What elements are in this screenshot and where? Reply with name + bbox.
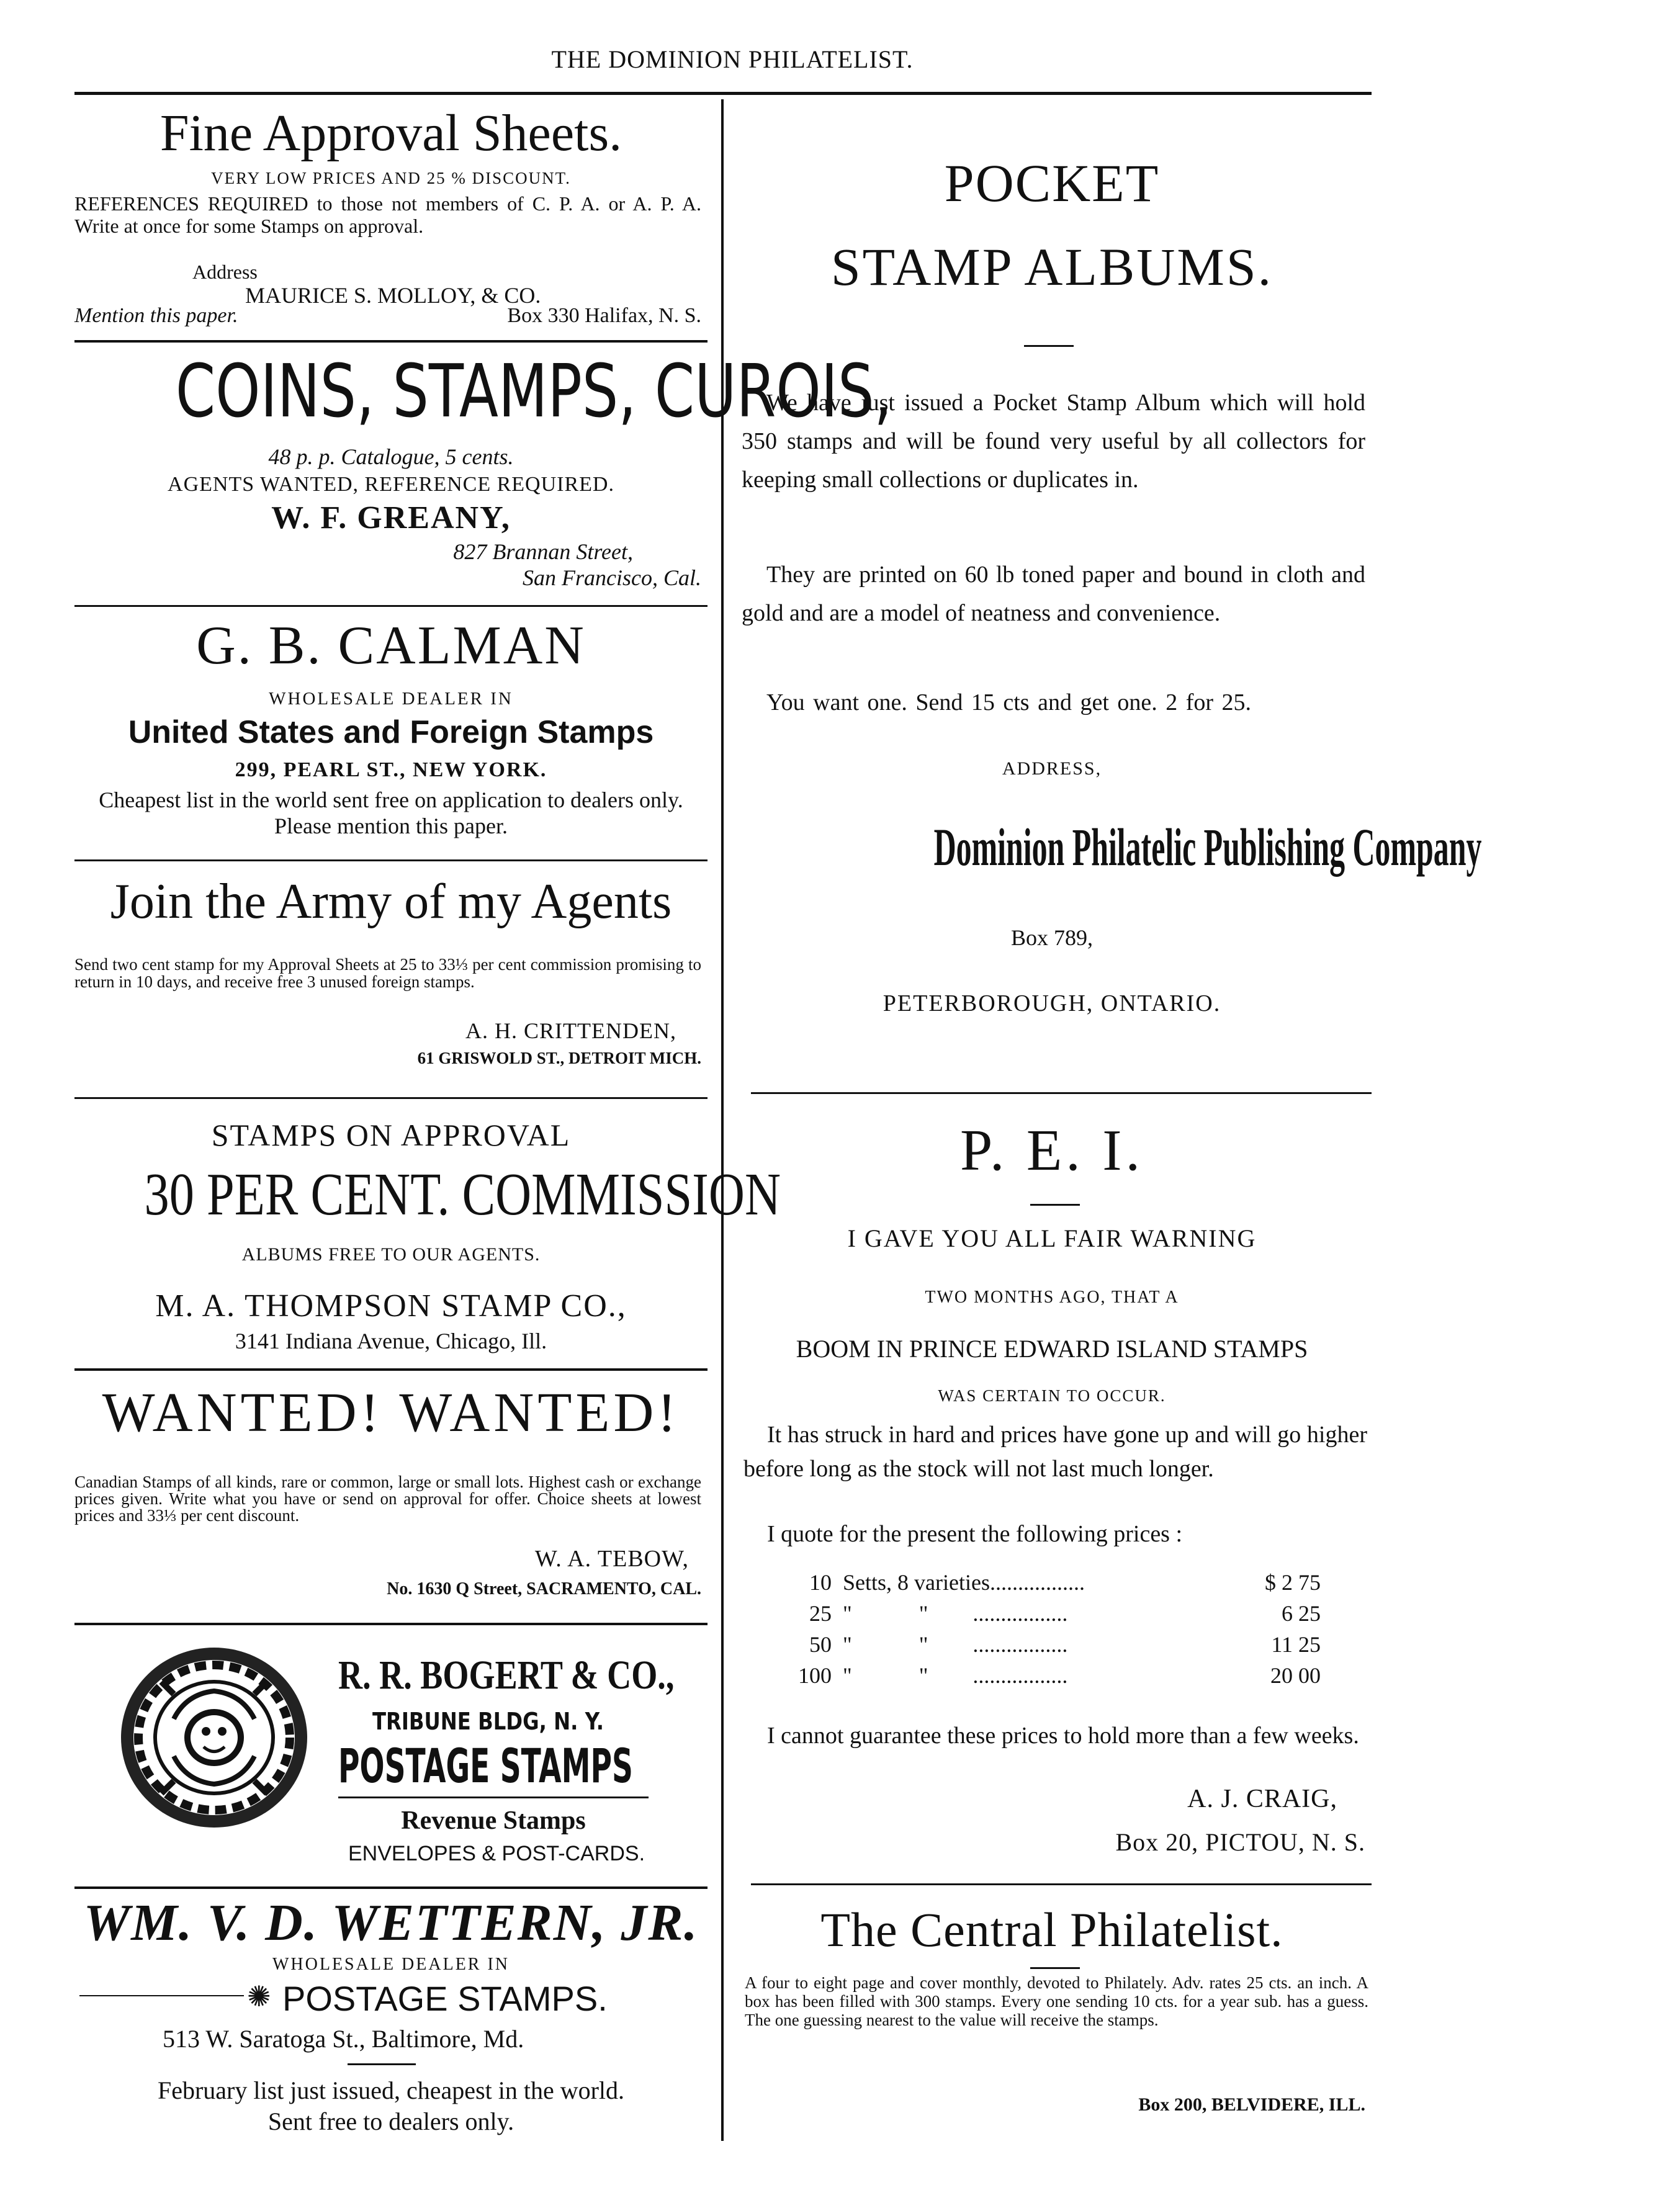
divider — [74, 1623, 707, 1625]
divider — [74, 1368, 707, 1371]
divider — [74, 1097, 707, 1099]
divider — [74, 605, 707, 607]
pocket-p2: They are printed on 60 lb toned paper and bound in cloth and gold and are a model of neatness and convenience. — [742, 562, 1365, 626]
pocket-rule — [1024, 345, 1074, 347]
pocket-city: PETERBOROUGH, ONTARIO. — [883, 990, 1221, 1016]
thompson-name: M. A. THOMPSON STAMP CO., — [155, 1288, 627, 1324]
pei-line1: I GAVE YOU ALL FAIR WARNING — [847, 1224, 1257, 1252]
price-desc: " " ................. — [843, 1663, 1068, 1688]
central-body: A four to eight page and cover monthly, devoted to Philately. Adv. rates 25 cts. an inch. A box has been filled with 300 stamps. Every one sending 10 cts. for a year sub. has a guess. The one guessing nearest to the value will receive the stamps. — [745, 1973, 1368, 2029]
divider — [74, 340, 707, 343]
pocket-p3: You want one. Send 15 cts and get one. 2 for 25. — [766, 689, 1252, 715]
pocket-address-label: ADDRESS, — [1002, 758, 1102, 779]
asterisk-ornament-icon: ✺ — [247, 1981, 271, 2012]
coins-street: 827 Brannan Street, — [453, 539, 633, 564]
wettern-rule — [348, 2063, 416, 2065]
price-desc: " " ................. — [843, 1601, 1068, 1626]
army-body: Send two cent stamp for my Approval Sheets at 25 to 33⅓ per cent commission promising to return in 10 days, and receive free 3 unused foreign stamps. — [74, 955, 701, 991]
thompson-line2: 30 PER CENT. COMMISSION — [144, 1161, 781, 1228]
approval-box: Box 330 Halifax, N. S. — [507, 304, 701, 327]
price-row — [788, 1629, 1347, 1660]
pei-name: A. J. CRAIG, — [1187, 1785, 1337, 1813]
approval-title: Fine Approval Sheets. — [159, 104, 622, 162]
calman-address: 299, PEARL ST., NEW YORK. — [235, 758, 547, 781]
coins-agents: AGENTS WANTED, REFERENCE REQUIRED. — [168, 473, 614, 496]
approval-body: REFERENCES REQUIRED to those not members of C. P. A. or A. P. A. Write at once for some Stamps on approval. — [74, 192, 701, 237]
wettern-wholesale: WHOLESALE DEALER IN — [272, 1955, 510, 1974]
pei-line4: WAS CERTAIN TO OCCUR. — [938, 1386, 1166, 1405]
pei-p3: I cannot guarantee these prices to hold more than a few weeks. — [767, 1723, 1359, 1749]
central-rule — [1030, 1967, 1080, 1969]
divider — [74, 1886, 707, 1889]
bogert-name-wrap — [338, 1651, 698, 1700]
pei-title: P. E. I. — [959, 1118, 1144, 1183]
calman-stamps: United States and Foreign Stamps — [128, 714, 654, 750]
coins-title-wrap — [74, 344, 892, 444]
price-value: 6 25 — [1282, 1601, 1321, 1626]
wettern-sent: Sent free to dealers only. — [267, 2107, 514, 2135]
price-desc: " " ................. — [843, 1632, 1068, 1657]
calman-name: G. B. CALMAN — [196, 616, 586, 676]
pei-rule — [1030, 1204, 1080, 1206]
coins-title: COINS, STAMPS, CUROIS, — [175, 348, 892, 434]
pei-p1: It has struck in hard and prices have gone up and will go higher before long as the stock will not last much longer. — [743, 1422, 1367, 1482]
price-row — [788, 1598, 1347, 1629]
divider — [74, 859, 707, 861]
thompson-line3: ALBUMS FREE TO OUR AGENTS. — [241, 1244, 541, 1265]
bogert-postage: POSTAGE STAMPS — [338, 1738, 633, 1793]
thompson-address: 3141 Indiana Avenue, Chicago, Ill. — [235, 1329, 547, 1353]
bogert-bldg: TRIBUNE BLDG, N. Y. — [372, 1708, 604, 1735]
price-row — [788, 1660, 1347, 1691]
tebow-address: No. 1630 Q Street, SACRAMENTO, CAL. — [387, 1579, 701, 1599]
pocket-company: Dominion Philatelic Publishing Company — [933, 817, 1482, 877]
thompson-line2-wrap — [74, 1157, 781, 1232]
wettern-list: February list just issued, cheapest in the world. — [157, 2076, 625, 2104]
approval-address-label: Address — [192, 261, 258, 283]
bogert-name: R. R. BOGERT & CO., — [338, 1653, 675, 1698]
bogert-postage-wrap — [338, 1738, 698, 1797]
pei-p2: I quote for the present the following prices : — [767, 1521, 1183, 1547]
wettern-wavy-rule — [79, 1995, 244, 1996]
pei-box: Box 20, PICTOU, N. S. — [1115, 1828, 1365, 1856]
price-value: $ 2 75 — [1265, 1570, 1321, 1595]
pocket-box: Box 789, — [1010, 925, 1093, 950]
coins-name: W. F. GREANY, — [271, 500, 511, 536]
pei-line3: BOOM IN PRINCE EDWARD ISLAND STAMPS — [796, 1335, 1308, 1363]
tebow-title: WANTED! WANTED! — [102, 1382, 680, 1443]
divider — [751, 1883, 1372, 1885]
divider — [751, 1092, 1372, 1094]
page-header: THE DOMINION PHILATELIST. — [551, 45, 914, 73]
central-title: The Central Philatelist. — [820, 1903, 1283, 1957]
price-qty: 50 — [809, 1632, 832, 1657]
bogert-rule — [338, 1797, 649, 1798]
price-value: 20 00 — [1270, 1663, 1321, 1688]
army-name: A. H. CRITTENDEN, — [465, 1018, 676, 1043]
coins-catalogue: 48 p. p. Catalogue, 5 cents. — [268, 444, 514, 469]
pocket-company-wrap — [735, 810, 1482, 890]
wettern-name: WM. V. D. WETTERN, JR. — [83, 1894, 699, 1952]
thompson-line1: STAMPS ON APPROVAL — [211, 1118, 571, 1152]
pei-line2: TWO MONTHS AGO, THAT A — [925, 1288, 1179, 1307]
price-desc: Setts, 8 varieties................. — [843, 1570, 1085, 1595]
wettern-address: 513 W. Saratoga St., Baltimore, Md. — [163, 2025, 524, 2053]
pocket-title2: STAMP ALBUMS. — [830, 237, 1273, 297]
price-qty: 10 — [809, 1570, 832, 1595]
price-qty: 100 — [798, 1663, 832, 1688]
coins-city: San Francisco, Cal. — [523, 565, 701, 590]
header-rule — [74, 92, 1372, 95]
price-row — [788, 1567, 1347, 1598]
pocket-p1: We have just issued a Pocket Stamp Album which will hold 350 stamps and will be found very useful by all collectors for keeping small collections or duplicates in. — [742, 390, 1365, 493]
approval-subtitle: VERY LOW PRICES AND 25 % DISCOUNT. — [211, 169, 571, 187]
bogert-bldg-wrap — [372, 1707, 683, 1738]
bogert-revenue: Revenue Stamps — [401, 1806, 586, 1835]
approval-mention: Mention this paper. — [74, 304, 238, 327]
central-address: Box 200, BELVIDERE, ILL. — [1138, 2094, 1365, 2115]
price-value: 11 25 — [1271, 1632, 1321, 1657]
army-address: 61 GRISWOLD ST., DETROIT MICH. — [417, 1049, 701, 1067]
pocket-title1: POCKET — [944, 153, 1160, 213]
tebow-name: W. A. TEBOW, — [534, 1546, 689, 1572]
stamp-illustration-icon — [118, 1644, 310, 1831]
price-qty: 25 — [809, 1601, 832, 1626]
price-table — [788, 1567, 1347, 1691]
calman-note: Cheapest list in the world sent free on application to dealers only. Please mention this paper. — [99, 787, 683, 838]
approval-company: MAURICE S. MOLLOY, & CO. — [245, 283, 541, 308]
calman-wholesale: WHOLESALE DEALER IN — [269, 689, 513, 709]
bogert-envelopes: ENVELOPES & POST-CARDS. — [348, 1842, 645, 1865]
army-title: Join the Army of my Agents — [110, 874, 672, 929]
wettern-postage: POSTAGE STAMPS. — [282, 1979, 608, 2018]
tebow-body: Canadian Stamps of all kinds, rare or common, large or small lots. Highest cash or exchange prices given. Write what you have or send on approval for offer. Choice sheets at lowest prices and 33⅓ per cent discount. — [74, 1473, 701, 1525]
